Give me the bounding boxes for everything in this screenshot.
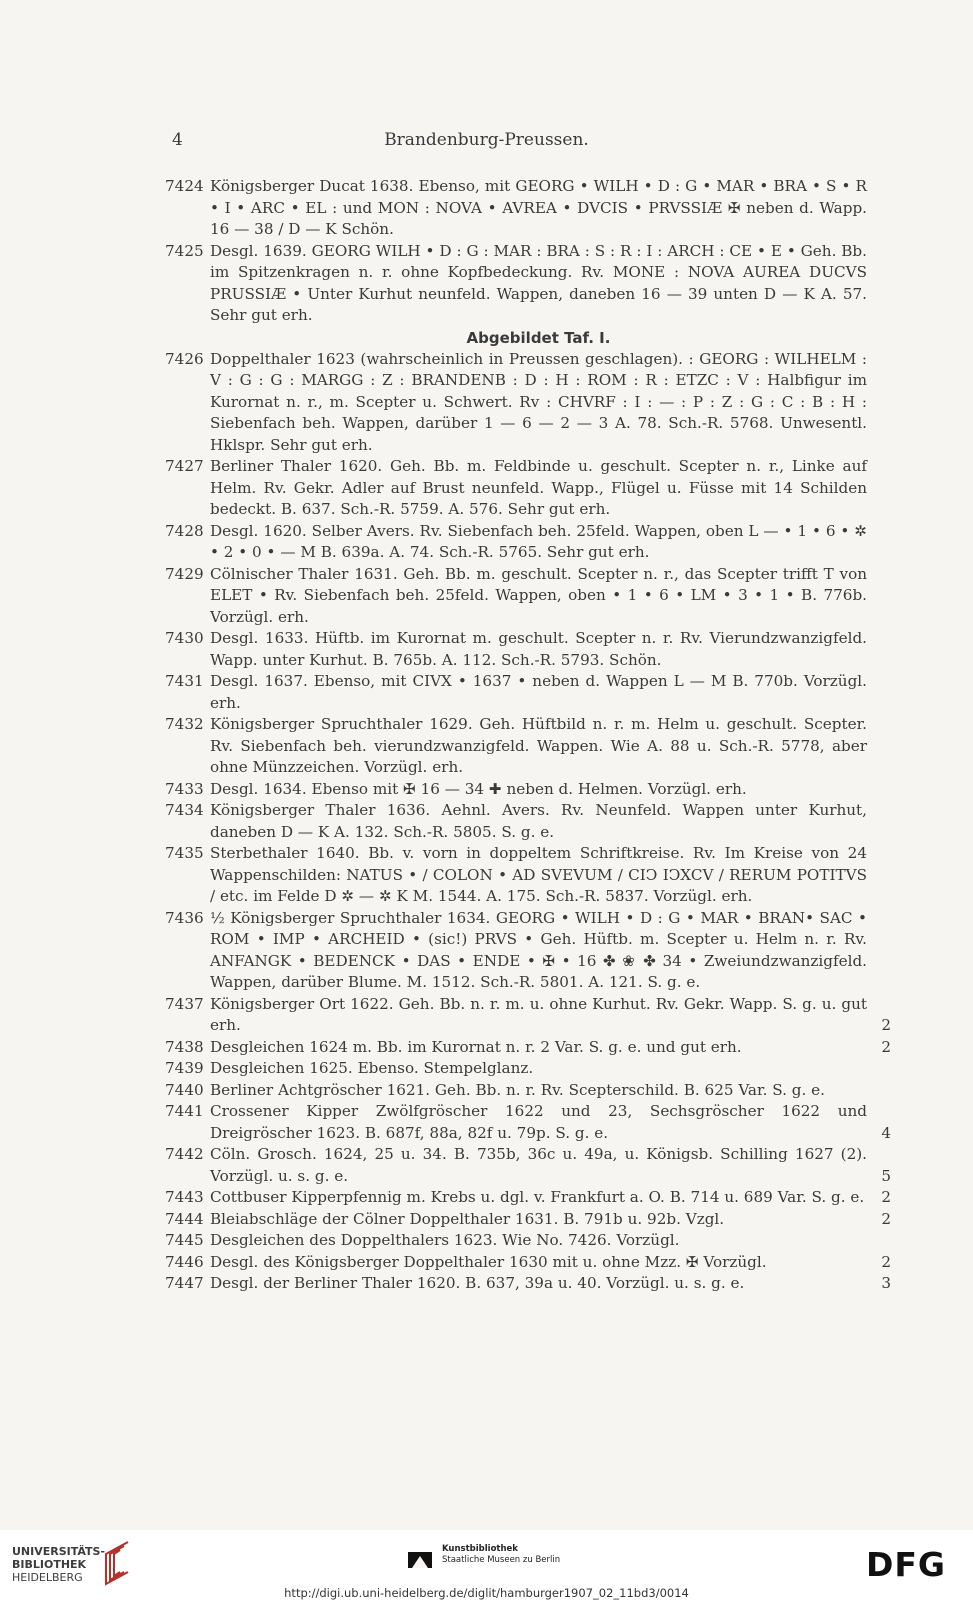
lot-number: 7447 bbox=[165, 1274, 204, 1292]
lot-description: Berliner Achtgröscher 1621. Geh. Bb. n. r. Rv. Scepterschild. B. 625 Var. S. g. e. bbox=[210, 1080, 825, 1099]
lot-description: Cottbuser Kipperpfennig m. Krebs u. dgl. v. Frankfurt a. O. B. 714 u. 689 Var. S. g. e. bbox=[210, 1188, 865, 1206]
lot-description: Desgl. 1639. GEORG WILH • D : G : MAR : BRA : S : R : I : ARCH : CE • E • Geh. Bb. im Spitzenkragen n. r. ohne Kopfbedeckung. Rv. MONE : NOVA AUREA DUCVS PRUSSIÆ • Unter Kurhut neunfeld. Wappen, daneben 16 — 39 unten D — K A. 57. Sehr gut erh. bbox=[210, 241, 867, 324]
lot-description: Desgl. 1637. Ebenso, mit CIVX • 1637 • neben d. Wappen L — M B. 770b. Vorzügl. erh. bbox=[210, 672, 867, 712]
catalogue-entries bbox=[165, 176, 891, 1295]
lot-number: 7446 bbox=[165, 1252, 204, 1271]
lot-description: Desgl. 1620. Selber Avers. Rv. Siebenfach beh. 25feld. Wappen, oben L — • 1 • 6 • ✲ • 2 • 0 • — M B. 639a. A. 74. Sch.-R. 5765. Sehr gut erh. bbox=[210, 521, 867, 561]
catalogue-entry bbox=[165, 1209, 891, 1231]
catalogue-entry bbox=[165, 908, 891, 994]
lot-description: ½ Königsberger Spruchthaler 1634. GEORG • WILH • D : G • MAR • BRAN• SAC • ROM • IMP • ARCHEID • (sic!) PRVS • Geh. Hüftb. m. Scepter u. Helm n. r. Rv. ANFANGK • BEDENCK • DAS • ENDE • ✠ • 16 ✤ ❀ ✤ 34 • Zweiundzwanzigfeld. Wappen, darüber Blume. M. 1512. Sch.-R. 5801. A. 121. S. g. e. bbox=[210, 908, 867, 991]
lot-estimate: 3 bbox=[881, 1274, 891, 1292]
lot-number: 7432 bbox=[165, 715, 204, 733]
lot-number: 7436 bbox=[165, 908, 204, 927]
lot-estimate: 2 bbox=[881, 1209, 891, 1228]
catalogue-entry bbox=[165, 1101, 891, 1144]
library-name-line3: HEIDELBERG bbox=[12, 1571, 83, 1584]
lot-description: Desgl. der Berliner Thaler 1620. B. 637, 39a u. 40. Vorzügl. u. s. g. e. bbox=[210, 1274, 745, 1292]
catalogue-entry bbox=[165, 1144, 891, 1187]
running-title: Brandenburg-Preussen. bbox=[384, 130, 589, 150]
lot-number: 7429 bbox=[165, 564, 204, 583]
catalogue-entry bbox=[165, 241, 891, 327]
lot-number: 7439 bbox=[165, 1059, 204, 1077]
lot-number: 7424 bbox=[165, 177, 204, 195]
lot-description: Doppelthaler 1623 (wahrscheinlich in Preussen geschlagen). : GEORG : WILHELM : V : G : G : MARGG : Z : BRANDENB : D : H : ROM : R : ETZC : V : Halbfigur im Kurornat n. r., m. Scepter u. Schwert. Rv : CHVRF : I : — : P : Z : G : C : B : H : Siebenfach beh. Wappen, darüber 1 — 6 — 2 — 3 A. 78. Sch.-R. 5768. Unwesentl. Hklspr. Sehr gut erh. bbox=[210, 349, 867, 454]
ub-heidelberg-logo-icon[interactable] bbox=[100, 1540, 130, 1586]
kb-subtitle: Staatliche Museen zu Berlin bbox=[442, 1555, 561, 1565]
lot-description: Desgl. 1634. Ebenso mit ✠ 16 — 34 ✚ neben d. Helmen. Vorzügl. erh. bbox=[210, 779, 747, 798]
catalogue-entry bbox=[165, 714, 891, 779]
catalogue-entry bbox=[165, 1230, 891, 1252]
catalogue-entry bbox=[165, 456, 891, 521]
catalogue-entry bbox=[165, 628, 891, 671]
lot-estimate: 5 bbox=[881, 1166, 891, 1185]
page-number: 4 bbox=[172, 130, 183, 150]
catalogue-entry bbox=[165, 671, 891, 714]
lot-number: 7442 bbox=[165, 1145, 204, 1163]
lot-description: Königsberger Thaler 1636. Aehnl. Avers. Rv. Neunfeld. Wappen unter Kurhut, daneben D — K A. 132. Sch.-R. 5805. S. g. e. bbox=[210, 801, 867, 841]
lot-number: 7425 bbox=[165, 241, 204, 260]
catalogue-entry bbox=[165, 779, 891, 801]
lot-number: 7438 bbox=[165, 1037, 204, 1056]
lot-number: 7444 bbox=[165, 1209, 204, 1228]
page-header bbox=[0, 130, 973, 156]
catalogue-entry bbox=[165, 994, 891, 1037]
lot-description: Berliner Thaler 1620. Geh. Bb. m. Feldbinde u. geschult. Scepter n. r., Linke auf Helm. Rv. Gekr. Adler auf Brust neunfeld. Wapp., Flügel u. Füsse mit 14 Schilden bedeckt. B. 637. Sch.-R. 5759. A. 576. Sehr gut erh. bbox=[210, 457, 867, 518]
lot-number: 7427 bbox=[165, 457, 204, 475]
kunstbibliothek-icon bbox=[408, 1548, 432, 1572]
lot-estimate: 2 bbox=[881, 1252, 891, 1271]
lot-description: Cöln. Grosch. 1624, 25 u. 34. B. 735b, 36c u. 49a, u. Königsb. Schilling 1627 (2). Vorzügl. u. s. g. e. bbox=[210, 1145, 867, 1185]
lot-description: Königsberger Ducat 1638. Ebenso, mit GEORG • WILH • D : G • MAR • BRA • S • R • I • ARC • EL : und MON : NOVA • AVREA • DVCIS • PRVSSIÆ ✠ neben d. Wapp. 16 — 38 / D — K Schön. bbox=[210, 177, 867, 238]
lot-number: 7441 bbox=[165, 1102, 204, 1120]
lot-description: Desgleichen 1624 m. Bb. im Kurornat n. r. 2 Var. S. g. e. und gut erh. bbox=[210, 1037, 742, 1056]
catalogue-entry bbox=[165, 843, 891, 908]
lot-number: 7430 bbox=[165, 629, 204, 647]
lot-estimate: 2 bbox=[881, 1016, 891, 1034]
plate-reference: Abgebildet Taf. I. bbox=[466, 328, 611, 347]
lot-description: Königsberger Spruchthaler 1629. Geh. Hüftbild n. r. m. Helm u. geschult. Scepter. Rv. Siebenfach beh. vierundzwanzigfeld. Wappen. Wie A. 88 u. Sch.-R. 5778, aber ohne Münzzeichen. Vorzügl. erh. bbox=[210, 715, 867, 776]
dfg-logo[interactable]: DFG bbox=[866, 1545, 947, 1584]
lot-description: Desgleichen 1625. Ebenso. Stempelglanz. bbox=[210, 1059, 534, 1077]
catalogue-entry bbox=[165, 1273, 891, 1295]
catalogue-entry bbox=[165, 564, 891, 629]
lot-description: Königsberger Ort 1622. Geh. Bb. n. r. m. u. ohne Kurhut. Rv. Gekr. Wapp. S. g. u. gut erh. bbox=[210, 994, 867, 1034]
lot-number: 7443 bbox=[165, 1188, 204, 1206]
catalogue-entry bbox=[165, 800, 891, 843]
source-url[interactable]: http://digi.ub.uni-heidelberg.de/diglit/hamburger1907_02_11bd3/0014 bbox=[284, 1586, 689, 1600]
catalogue-entry bbox=[165, 1037, 891, 1059]
lot-number: 7428 bbox=[165, 521, 204, 540]
catalogue-entry bbox=[165, 349, 891, 457]
lot-number: 7437 bbox=[165, 994, 204, 1013]
lot-number: 7433 bbox=[165, 779, 204, 798]
lot-description: Cölnischer Thaler 1631. Geh. Bb. m. geschult. Scepter n. r., das Scepter trifft T von ELET • Rv. Siebenfach beh. 25feld. Wappen, oben • 1 • 6 • LM • 3 • 1 • B. 776b. Vorzügl. erh. bbox=[210, 564, 867, 626]
lot-estimate: 4 bbox=[881, 1123, 891, 1142]
lot-number: 7435 bbox=[165, 844, 204, 862]
library-name-line1: UNIVERSITÄTS- bbox=[12, 1545, 106, 1558]
catalogue-entry bbox=[165, 176, 891, 241]
catalogue-entry bbox=[165, 1252, 891, 1274]
lot-estimate: 2 bbox=[881, 1188, 891, 1206]
lot-description: Desgl. 1633. Hüftb. im Kurornat m. geschult. Scepter n. r. Rv. Vierundzwanzigfeld. Wapp. unter Kurhut. B. 765b. A. 112. Sch.-R. 5793. Schön. bbox=[210, 629, 867, 669]
kb-name: Kunstbibliothek bbox=[442, 1544, 518, 1554]
lot-description: Bleiabschläge der Cölner Doppelthaler 1631. B. 791b u. 92b. Vzgl. bbox=[210, 1209, 725, 1228]
lot-number: 7434 bbox=[165, 801, 204, 819]
catalogue-entry bbox=[165, 1080, 891, 1102]
lot-number: 7426 bbox=[165, 349, 204, 368]
lot-description: Desgleichen des Doppelthalers 1623. Wie No. 7426. Vorzügl. bbox=[210, 1231, 680, 1249]
lot-number: 7445 bbox=[165, 1231, 204, 1249]
ub-heidelberg-logo-text[interactable] bbox=[12, 1545, 105, 1584]
lot-number: 7440 bbox=[165, 1080, 204, 1099]
lot-estimate: 2 bbox=[881, 1037, 891, 1056]
library-name-line2: BIBLIOTHEK bbox=[12, 1558, 87, 1571]
kunstbibliothek-logo[interactable] bbox=[408, 1540, 578, 1580]
lot-description: Crossener Kipper Zwölfgröscher 1622 und 23, Sechsgröscher 1622 und Dreigröscher 1623. B. 687f, 88a, 82f u. 79p. S. g. e. bbox=[210, 1102, 867, 1142]
lot-description: Desgl. des Königsberger Doppelthaler 1630 mit u. ohne Mzz. ✠ Vorzügl. bbox=[210, 1252, 767, 1271]
catalogue-entry bbox=[165, 521, 891, 564]
lot-number: 7431 bbox=[165, 672, 204, 690]
lot-description: Sterbethaler 1640. Bb. v. vorn in doppeltem Schriftkreise. Rv. Im Kreise von 24 Wappenschilden: NATUS • / COLON • AD SVEVUM / CIↃ IↃXCV / RERUM POTITVS / etc. im Felde D ✲ — ✲ K M. 1544. A. 175. Sch.-R. 5837. Vorzügl. erh. bbox=[210, 844, 867, 905]
catalogue-entry bbox=[165, 1187, 891, 1209]
catalogue-entry bbox=[165, 1058, 891, 1080]
